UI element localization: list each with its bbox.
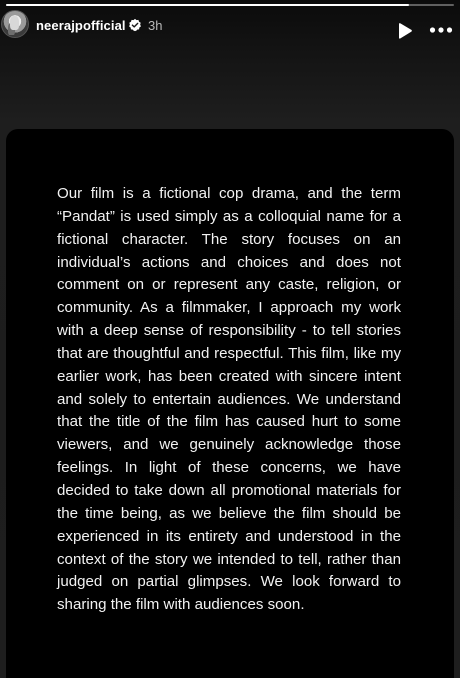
post-time: 3h — [148, 18, 163, 33]
avatar[interactable] — [1, 10, 29, 38]
username[interactable]: neerajpofficial — [36, 18, 126, 33]
verified-badge-icon — [128, 18, 142, 32]
play-icon[interactable] — [397, 22, 413, 40]
more-horizontal-icon[interactable] — [429, 25, 453, 35]
statement-card — [6, 129, 454, 678]
statement-text: Our film is a fictional cop drama, and the term “Pandat” is used simply as a colloquial name for a fictional character. The story focuses on an individual’s actions and choices and does not comment on or represent any caste, religion, or community. As a filmmaker, I approach my work with a deep sense of responsibility - to tell stories that are thoughtful and respectful. This film, like my earlier work, has been created with sincere intent and solely to entertain audiences. We understand that the title of the film has caused hurt to some viewers, and we genuinely acknowledge those feelings. In light of these concerns, we have decided to take down all promotional materials for the time being, as we believe the film should be experienced in its entirety and understood in the context of the story we intended to tell, rather than judged on partial glimpses. We look forward to sharing the film with audiences soon. — [57, 185, 401, 614]
story-header — [0, 6, 460, 46]
